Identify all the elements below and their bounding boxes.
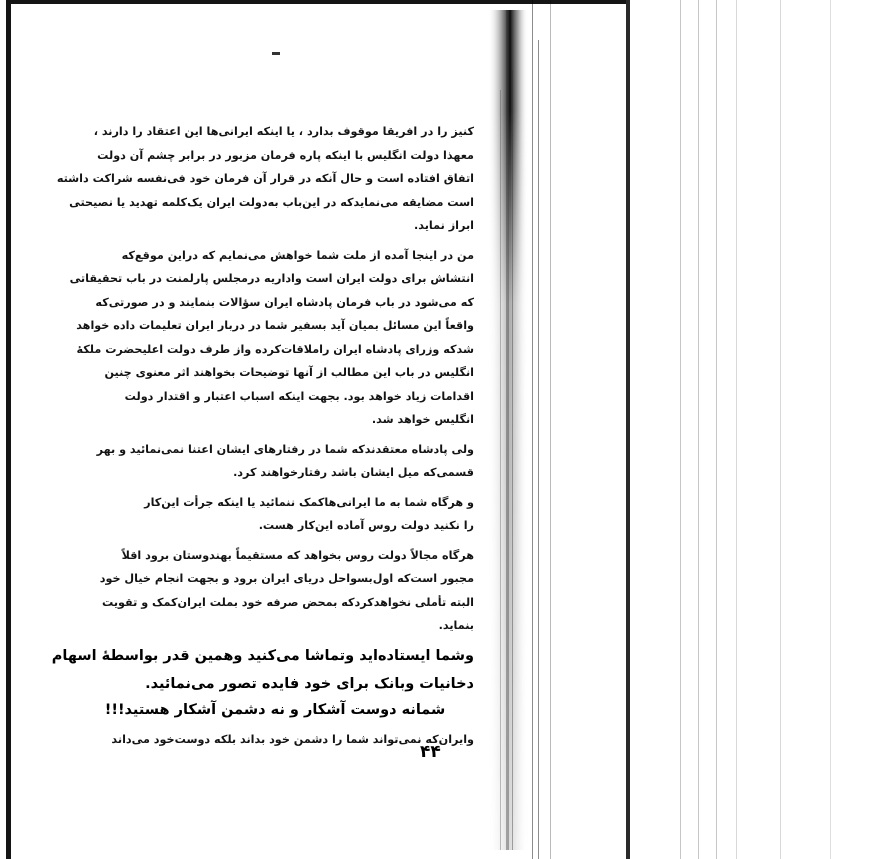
emphasis-line-1: وشما ایستاده‌اید وتماشا می‌کنید وهمین قدر بواسطهٔ اسهام	[51, 647, 474, 664]
paragraph-1: کنیز را در افریقا موقوف بدارد ، یا اینکه ایرانی‌ها این اعتقاد را دارند ، معهذا دولت انگلیس با اینکه پاره فرمان مزبور در برابر چشم آن دولت اتفاق افتاده است و حال آنکه در قرار آن فرمان خود فی‌نفسه شراکت داشته است مضایقه می‌نمایدکه در این‌باب به‌دولت ایران یک‌کلمه تهدید یا نصیحتی ابراز نماید.	[56, 125, 474, 232]
last-line: وایران‌که نمی‌تواند شما را دشمن خود بداند بلکه دوست‌خود می‌داند	[111, 732, 474, 746]
paragraph-5: هرگاه مجالاً دولت روس بخواهد که مستقیماً بهندوستان برود اقلاً مجبور است‌که اول‌بسواحل دریای ایران برود و بجهت انجام خیال خود البته تأملی نخواهدکردکه بمحض صرفه خود بملت ایران‌کمک و تقویت بنماید.	[99, 548, 474, 632]
paragraph-4: و هرگاه شما به ما ایرانی‌هاکمک ننمائید یا اینکه جرأت این‌کار را نکنید دولت روس آماده این‌کار هست.	[144, 495, 474, 532]
page-left-edge	[6, 0, 11, 859]
paragraph-3: ولی پادشاه معتقدندکه شما در رفتارهای ایشان اعتنا نمی‌نمائید و بهر قسمی‌که میل ایشان باشد رفتارخواهند کرد.	[96, 442, 474, 479]
document-text	[36, 120, 474, 757]
emphasis-question: شمانه دوست آشکار و نه دشمن آشکار هستید!!!	[104, 701, 446, 718]
emphasis-line-2: دخانیات وبانک برای خود فایده تصور می‌نمائید.	[145, 675, 474, 692]
print-mark	[272, 52, 280, 55]
page-number: ۴۴	[420, 742, 441, 762]
book-binding-shadow	[488, 10, 528, 850]
scan-noise-region	[530, 0, 884, 859]
paragraph-2: من در اینجا آمده از ملت شما خواهش می‌نمایم که دراین موقع‌که انتشاش برای دولت ایران است واداریه درمجلس پارلمنت در باب تحقیقاتی که می‌شود در باب فرمان پادشاه ایران سؤالات بنمایند و در صورتی‌که واقعاً این مسائل بمیان آید بسفیر شما در دربار ایران تعلیمات داده خواهد شدکه وزرای پادشاه ایران راملاقات‌کرده واز طرف دولت اعلیحضرت ملکهٔ انگلیس در باب این مطالب از آنها توضیحات بخواهند اثر معنوی چنین اقدامات زیاد خواهد بود. بجهت اینکه اسباب اعتبار و اقتدار دولت انگلیس خواهد شد.	[69, 248, 474, 426]
